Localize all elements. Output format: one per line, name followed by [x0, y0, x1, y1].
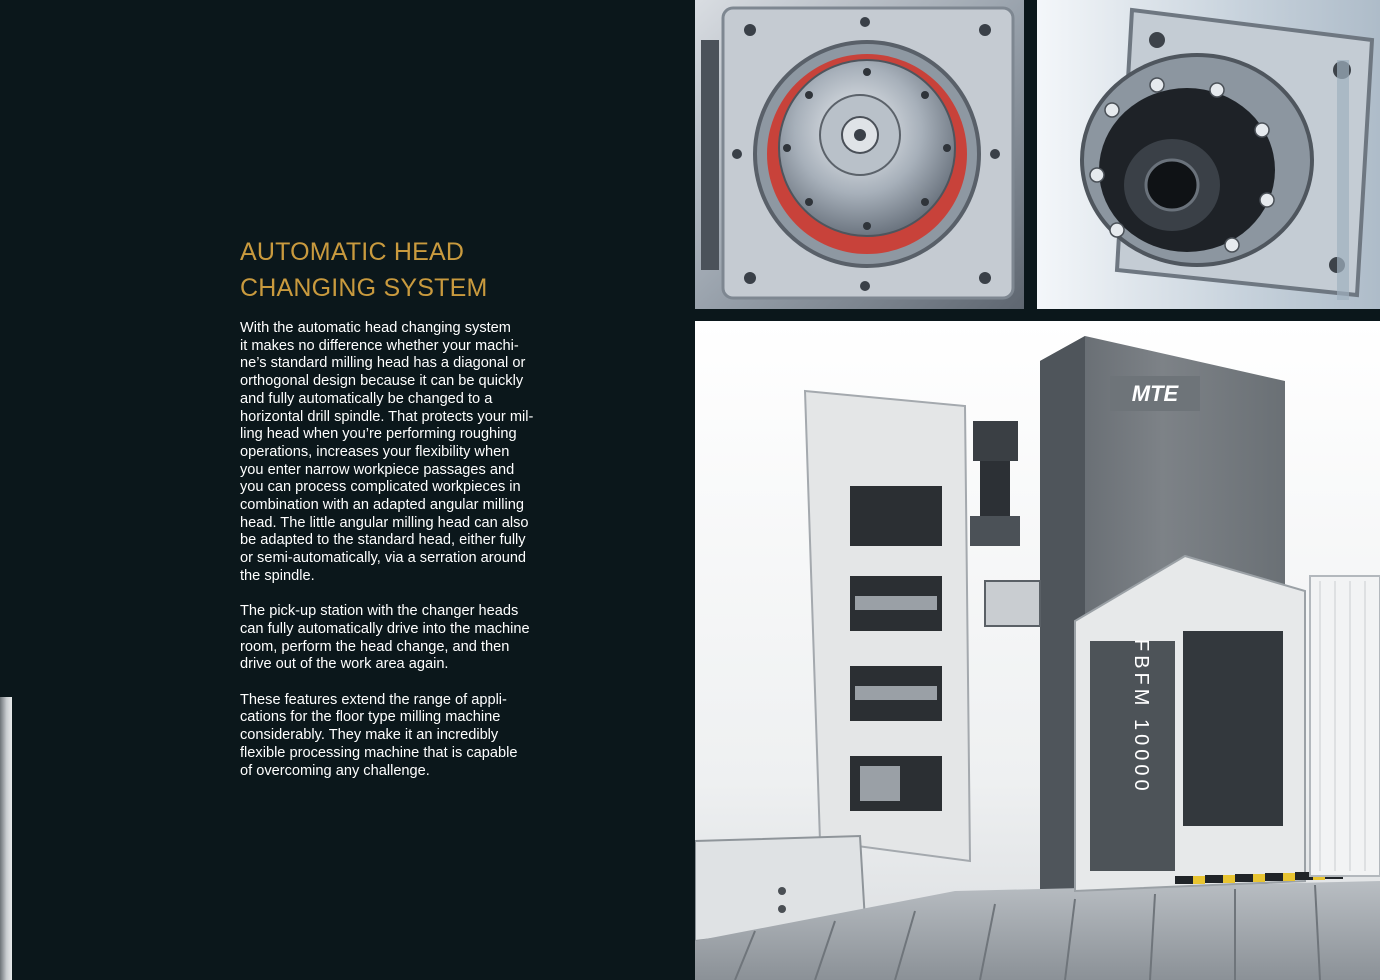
section-heading — [240, 234, 580, 306]
text-line: The pick-up station with the changer heads — [240, 603, 519, 620]
text-line: the spindle. — [240, 567, 315, 584]
text-line: drive out of the work area again. — [240, 656, 449, 673]
machine-model-label: FBFM 10000 — [1130, 639, 1152, 795]
text-line: can fully automatically drive into the machine — [240, 620, 530, 637]
photo-head-changer-flange — [695, 0, 1024, 309]
text-line: head. The little angular milling head can also — [240, 514, 529, 531]
paragraph-pickup-station — [240, 603, 580, 674]
text-line: horizontal drill spindle. That protects your mil- — [240, 408, 534, 425]
text-line: of overcoming any challenge. — [240, 762, 430, 779]
text-column — [240, 234, 580, 798]
milling-machine-illustration — [695, 321, 1380, 980]
text-line: you enter narrow workpiece passages and — [240, 461, 515, 478]
previous-page-image-edge — [0, 697, 12, 980]
text-line: flexible processing machine that is capable — [240, 744, 518, 761]
heading-line: CHANGING SYSTEM — [240, 274, 488, 302]
text-line: operations, increases your flexibility when — [240, 443, 510, 460]
text-line: and fully automatically be changed to a — [240, 390, 493, 407]
machine-brand-logo: MTE — [1131, 381, 1179, 406]
text-line: be adapted to the standard head, either fully — [240, 532, 526, 549]
text-line: it makes no difference whether your machi- — [240, 337, 519, 354]
heading-line: AUTOMATIC HEAD — [240, 238, 465, 266]
text-line: With the automatic head changing system — [240, 320, 511, 336]
text-line: ling head when you’re performing roughing — [240, 426, 517, 443]
text-line: orthogonal design because it can be quickly — [240, 373, 524, 390]
text-line: ne’s standard milling head has a diagonal or — [240, 355, 526, 372]
body-copy — [240, 320, 580, 780]
text-line: These features extend the range of appli- — [240, 691, 507, 708]
text-line: combination with an adapted angular milling — [240, 497, 524, 514]
photo-head-changer-spindle — [1037, 0, 1380, 309]
spindle-illustration — [1037, 0, 1380, 309]
paragraph-head-changing — [240, 320, 580, 586]
flange-illustration — [695, 0, 1024, 309]
photo-floor-type-milling-machine — [695, 321, 1380, 980]
text-line: room, perform the head change, and then — [240, 638, 510, 655]
paragraph-features — [240, 692, 580, 781]
text-line: considerably. They make it an incredibly — [240, 727, 499, 744]
text-line: cations for the floor type milling machine — [240, 709, 501, 726]
text-line: you can process complicated workpieces in — [240, 479, 521, 496]
text-line: or semi-automatically, via a serration around — [240, 550, 527, 567]
